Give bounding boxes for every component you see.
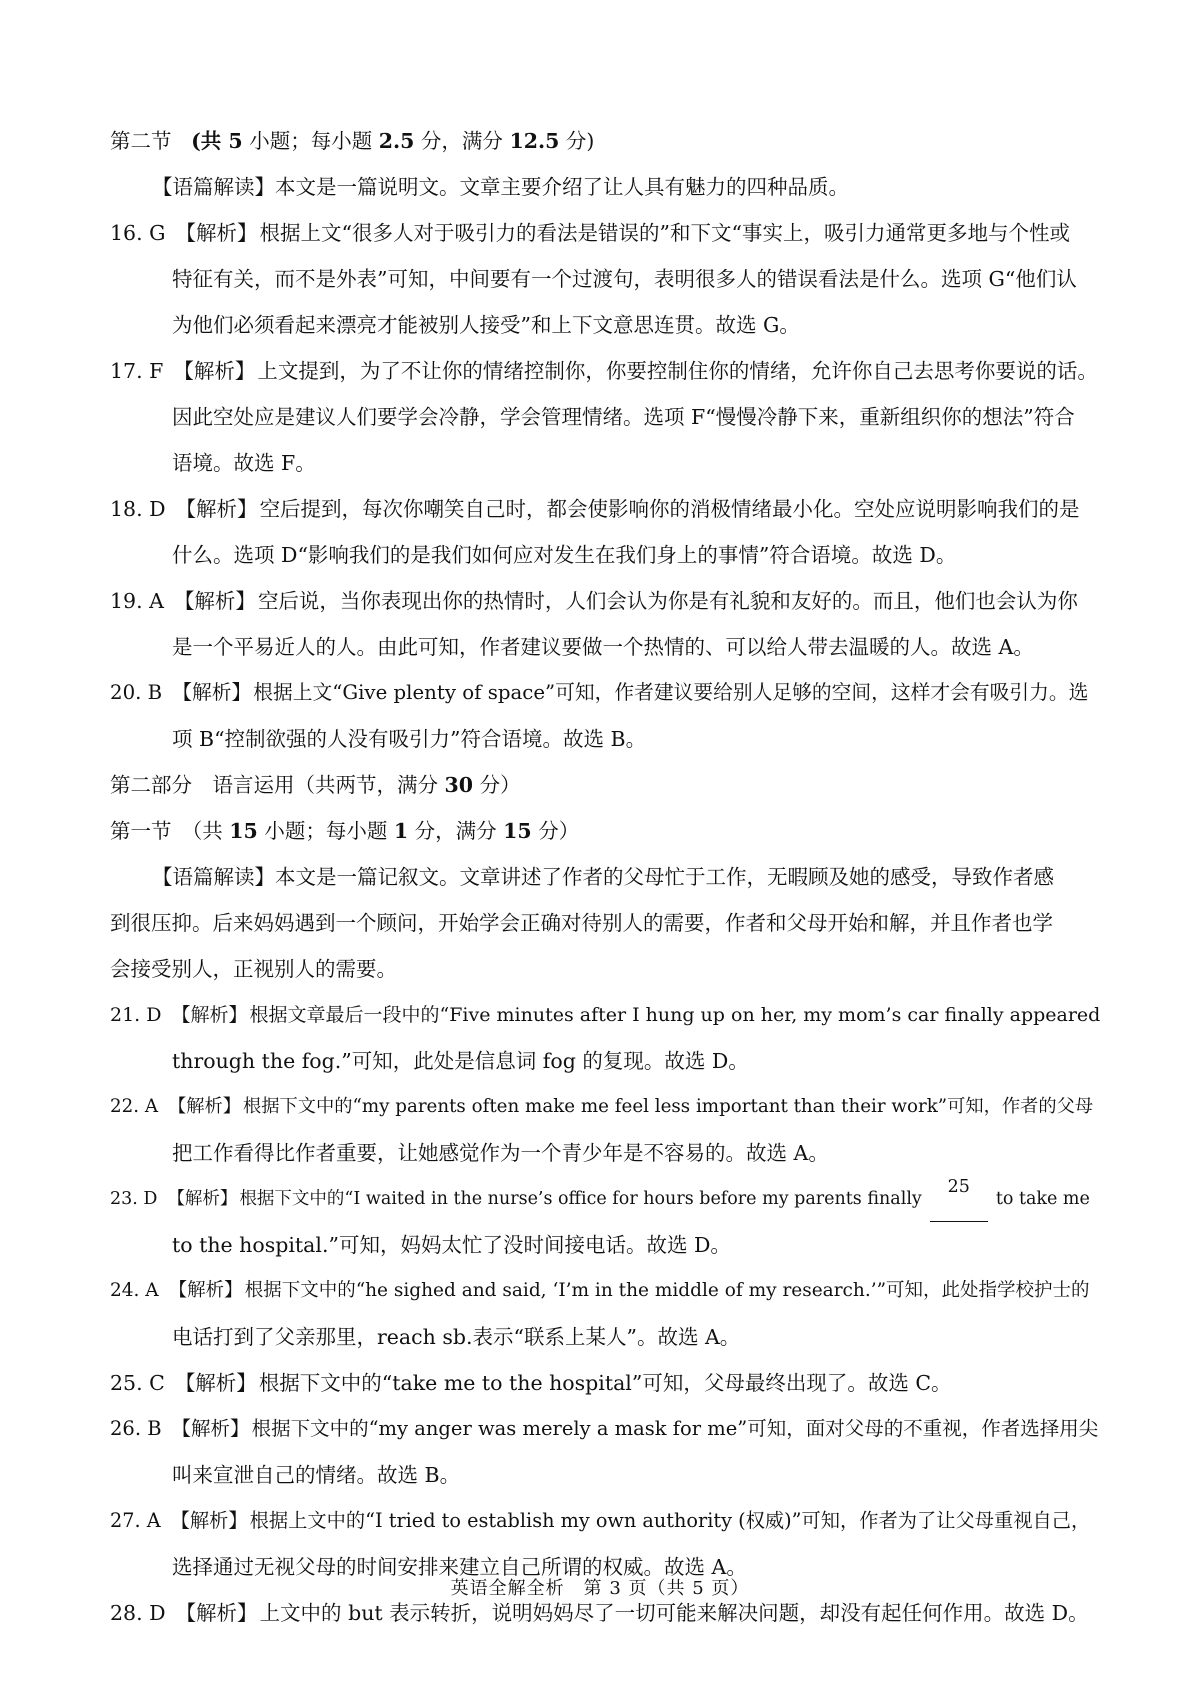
part-heading: 第二部分 语言运用（共两节，满分 30 分）	[110, 773, 521, 797]
analysis-tag: 【解析】	[175, 497, 258, 521]
analysis-text: 是一个平易近人的人。由此可知，作者建议要做一个热情的、可以给人带去温暖的人。故选 A。	[172, 635, 1034, 659]
analysis-text: 根据下文中的“my parents often make me feel less important than their work”可知，作者的父母	[243, 1096, 1094, 1117]
answer-item-26	[110, 1406, 1100, 1498]
analysis-text: 根据下文中的“my anger was merely a mask for me”可知，面对父母的不重视，作者选择用尖	[251, 1417, 1099, 1440]
passage-summary: 【语篇解读】本文是一篇说明文。文章主要介绍了让人具有魅力的四种品质。	[152, 175, 849, 199]
analysis-text: 空后提到，每次你嘲笑自己时，都会使影响你的消极情绪最小化。空处应说明影响我们的是	[259, 497, 1080, 521]
blank-number: 25	[930, 1176, 988, 1222]
analysis-text: 项 B“控制欲强的人没有吸引力”符合语境。故选 B。	[172, 727, 647, 751]
analysis-tag: 【解析】	[168, 1096, 242, 1117]
analysis-text: 电话打到了父亲那里，reach sb.表示“联系上某人”。故选 A。	[172, 1325, 741, 1349]
analysis-tag: 【解析】	[175, 221, 258, 245]
analysis-text: 根据上文“很多人对于吸引力的看法是错误的”和下文“事实上，吸引力通常更多地与个性或	[259, 221, 1070, 245]
analysis-tag: 【解析】	[173, 359, 256, 383]
analysis-text: 为他们必须看起来漂亮才能被别人接受”和上下文意思连贯。故选 G。	[172, 313, 800, 337]
answer-number: 23. D	[110, 1189, 158, 1209]
analysis-tag: 【解析】	[171, 1417, 250, 1440]
analysis-tag: 【解析】	[174, 1371, 257, 1395]
passage-summary: 【语篇解读】本文是一篇记叙文。文章讲述了作者的父母忙于工作，无暇顾及她的感受，导致作者感	[152, 865, 1054, 889]
answer-number: 25. C	[110, 1371, 165, 1395]
analysis-text: 根据下文中的“take me to the hospital”可知，父母最终出现了。故选 C。	[258, 1371, 952, 1395]
answer-item-21	[110, 992, 1100, 1084]
page-content	[110, 118, 1100, 1636]
analysis-text: 语境。故选 F。	[172, 451, 316, 475]
analysis-tag: 【解析】	[167, 1189, 238, 1209]
answer-number: 24. A	[110, 1280, 159, 1301]
section-rule: (共 5 小题；每小题 2.5 分，满分 12.5 分)	[191, 129, 595, 153]
answer-number: 22. A	[110, 1096, 159, 1117]
answer-item-22	[110, 1084, 1100, 1176]
page-footer: 英语全解全析 第 3 页（共 5 页）	[450, 1578, 750, 1599]
answer-number: 19. A	[110, 589, 164, 613]
analysis-tag: 【解析】	[175, 1601, 258, 1625]
analysis-text: 因此空处应是建议人们要学会冷静，学会管理情绪。选项 F“慢慢冷静下来，重新组织你的想法”符合	[172, 405, 1075, 429]
analysis-text: 特征有关，而不是外表”可知，中间要有一个过渡句，表明很多人的错误看法是什么。选项 G“他们认	[172, 267, 1077, 291]
analysis-text: 根据下文中的“he sighed and said, ‘I’m in the middle of my research.’”可知，此处指学校护士的	[244, 1280, 1090, 1301]
analysis-tag: 【解析】	[173, 589, 256, 613]
answer-item-20	[110, 670, 1100, 762]
answer-number: 26. B	[110, 1417, 162, 1440]
answer-item-23	[110, 1176, 1100, 1268]
answer-item-25	[110, 1360, 1100, 1406]
analysis-text: 空后说，当你表现出你的热情时，人们会认为你是有礼貌和友好的。而且，他们也会认为你	[257, 589, 1078, 613]
section-heading: 第一节 （共 15 小题；每小题 1 分，满分 15 分）	[110, 819, 580, 843]
analysis-text: 根据文章最后一段中的“Five minutes after I hung up on her, my mom’s car finally appeared	[249, 1004, 1101, 1026]
answer-number: 16. G	[110, 221, 166, 245]
analysis-tag: 【解析】	[168, 1280, 243, 1301]
answer-number: 20. B	[110, 681, 163, 704]
answer-item-24	[110, 1268, 1100, 1360]
analysis-text: through the fog.”可知，此处是信息词 fog 的复现。故选 D。	[172, 1049, 749, 1073]
analysis-text: 上文提到，为了不让你的情绪控制你，你要控制住你的情绪，允许你自己去思考你要说的话。	[257, 359, 1098, 383]
answer-number: 21. D	[110, 1004, 162, 1026]
section-title: 第二节	[110, 129, 172, 153]
analysis-tag: 【解析】	[171, 1004, 248, 1026]
analysis-text: 叫来宣泄自己的情绪。故选 B。	[172, 1463, 461, 1487]
answer-number: 28. D	[110, 1601, 166, 1625]
analysis-text: 根据上文“Give plenty of space”可知，作者建议要给别人足够的空间，这样才会有吸引力。选	[253, 681, 1089, 704]
analysis-text: 根据下文中的“I waited in the nurse’s office for hours before my parents finally	[239, 1189, 922, 1209]
analysis-tag: 【解析】	[170, 1509, 248, 1532]
analysis-text: 选择通过无视父母的时间安排来建立自己所谓的权威。故选 A。	[172, 1555, 747, 1579]
analysis-text: 什么。选项 D“影响我们的是我们如何应对发生在我们身上的事情”符合语境。故选 D。	[172, 543, 957, 567]
analysis-text: 上文中的 but 表示转折，说明妈妈尽了一切可能来解决问题，却没有起任何作用。故选 D。	[259, 1601, 1089, 1625]
section-heading	[110, 118, 1100, 164]
answer-number: 17. F	[110, 359, 164, 383]
passage-summary: 会接受别人，正视别人的需要。	[110, 957, 397, 981]
passage-summary: 到很压抑。后来妈妈遇到一个顾问，开始学会正确对待别人的需要，作者和父母开始和解，并且作者也学	[110, 911, 1053, 935]
answer-number: 18. D	[110, 497, 166, 521]
answer-item-19	[110, 578, 1100, 670]
answer-item-18	[110, 486, 1100, 578]
answer-item-17	[110, 348, 1100, 486]
analysis-text: to take me	[995, 1189, 1090, 1209]
answer-item-16	[110, 210, 1100, 348]
analysis-tag: 【解析】	[172, 681, 252, 704]
analysis-text: 把工作看得比作者重要，让她感觉作为一个青少年是不容易的。故选 A。	[172, 1141, 829, 1165]
analysis-text: to the hospital.”可知，妈妈太忙了没时间接电话。故选 D。	[172, 1233, 731, 1257]
analysis-text: 根据上文中的“I tried to establish my own authority (权威)”可知，作者为了让父母重视自己，	[249, 1509, 1091, 1532]
answer-number: 27. A	[110, 1509, 161, 1532]
